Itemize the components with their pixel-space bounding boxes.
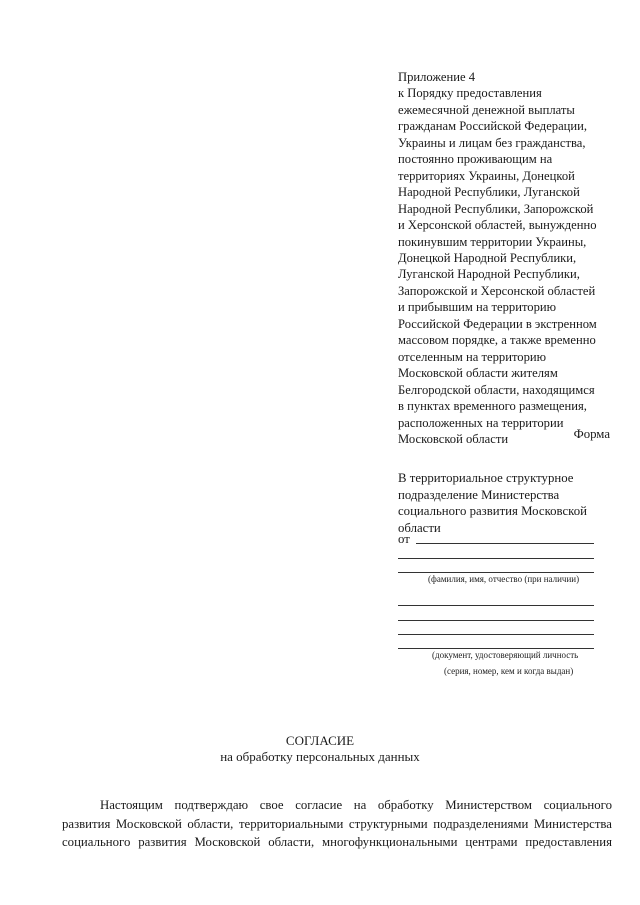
name-caption: (фамилия, имя, отчество (при наличии) — [428, 574, 580, 584]
document-caption: (документ, удостоверяющий личность — [432, 650, 579, 660]
appendix-line: и Херсонской областей, вынужденно — [398, 218, 597, 233]
addressee-line: В территориальное структурное — [398, 471, 574, 485]
appendix-line: отселенным на территорию — [398, 349, 547, 364]
appendix-line: Украины и лицам без гражданства, — [398, 135, 586, 150]
appendix-line: постоянно проживающим на — [398, 152, 553, 167]
document-title: СОГЛАСИЕ — [285, 733, 355, 748]
name-fill-line[interactable] — [398, 572, 594, 573]
document-fill-line[interactable] — [398, 620, 594, 621]
document-subtitle: на обработку персональных данных — [220, 749, 420, 764]
appendix-line: Запорожской и Херсонской областей — [398, 283, 596, 298]
document-fill-line[interactable] — [398, 605, 594, 606]
appendix-line: Народной Республики, Запорожской — [398, 201, 594, 216]
appendix-line: Российской Федерации в экстренном — [398, 316, 597, 331]
appendix-line: территориях Украины, Донецкой — [398, 168, 575, 183]
paragraph-line: развития Московской области, территориальными структурными подразделениями Министерства — [62, 816, 612, 831]
addressee-line: социального развития Московской — [398, 504, 587, 519]
document-fill-line[interactable] — [398, 634, 594, 635]
appendix-line: покинувшим территории Украины, — [398, 234, 587, 249]
paragraph-line: Настоящим подтверждаю свое согласие на обработку Министерством социального — [100, 798, 612, 812]
appendix-line: Донецкой Народной Республики, — [398, 250, 577, 265]
appendix-line: гражданам Российской Федерации, — [398, 119, 588, 134]
appendix-line: расположенных на территории — [398, 415, 564, 430]
appendix-line: массовом порядке, а также временно — [398, 333, 596, 348]
name-fill-line[interactable] — [398, 558, 594, 559]
document-details-caption: (серия, номер, кем и когда выдан) — [444, 666, 574, 676]
appendix-line: Народной Республики, Луганской — [398, 185, 580, 200]
appendix-line: ежемесячной денежной выплаты — [398, 102, 575, 117]
appendix-line: Московской области — [398, 431, 509, 446]
appendix-block — [398, 69, 630, 447]
consent-paragraph — [62, 796, 612, 852]
paragraph-line: социального развития Московской области, многофункциональными центрами предоставления — [62, 835, 612, 849]
addressee-block — [398, 470, 608, 536]
appendix-line: Белгородской области, находящимся — [398, 382, 595, 397]
from-row — [398, 532, 598, 548]
appendix-line: к Порядку предоставления — [398, 86, 542, 101]
form-label: Форма — [573, 427, 610, 441]
appendix-line: в пунктах временного размещения, — [398, 399, 587, 414]
addressee-line: подразделение Министерства — [398, 487, 560, 502]
from-label: от — [398, 532, 410, 546]
appendix-line: Приложение 4 — [398, 70, 476, 84]
name-fill-line[interactable] — [416, 543, 594, 544]
appendix-line: Московской области жителям — [398, 366, 558, 381]
appendix-line: и прибывшим на территорию — [398, 300, 557, 315]
appendix-line: Луганской Народной Республики, — [398, 267, 580, 282]
addressee-line: области — [398, 520, 441, 535]
document-fill-line[interactable] — [398, 648, 594, 649]
